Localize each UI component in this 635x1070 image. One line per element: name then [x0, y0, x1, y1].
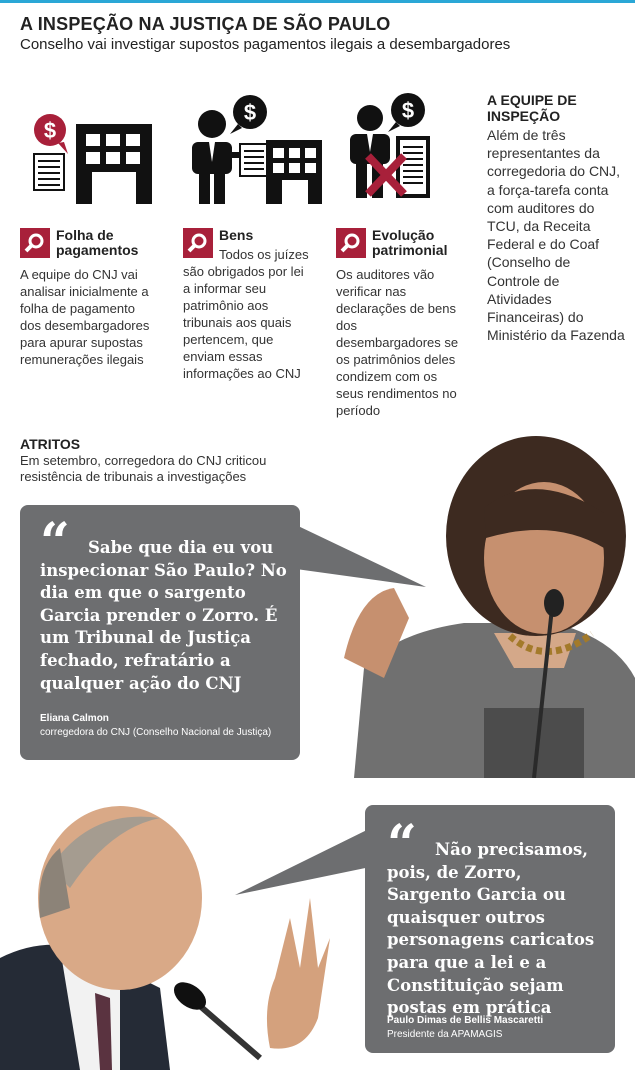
- page-title: A INSPEÇÃO NA JUSTIÇA DE SÃO PAULO: [20, 14, 391, 34]
- person-money-document-cross-icon: [344, 90, 444, 205]
- column-title-evolucao: Evolução patrimonial: [372, 227, 448, 258]
- bubble-tail-2: [235, 820, 375, 895]
- svg-text:$: $: [401, 98, 415, 123]
- team-title: A EQUIPE DE INSPEÇÃO: [487, 92, 577, 124]
- person-money-building-icon: [186, 92, 326, 204]
- team-text: Além de três representantes da corregedoria do CNJ, a força-tarefa conta com auditores do TCU, da Receita Federal e do Coaf (Conselho de Controle de Atividades Financeiras) do Ministério da Fazenda: [487, 127, 625, 344]
- magnifier-icon: [20, 228, 50, 258]
- column-text-folha: A equipe do CNJ vai analisar inicialmente a folha de pagamento dos desembargadores para apurar supostas remunerações ilegais: [20, 267, 150, 367]
- speaker-name-eliana: Eliana Calmon: [40, 713, 109, 724]
- atritos-title: ATRITOS: [20, 436, 81, 452]
- speaker-name-paulo: Paulo Dimas de Bellis Mascaretti: [387, 1015, 544, 1026]
- column-text-evolucao: Os auditores vão verificar nas declarações de bens dos desembargadores se os patrimônios deles condizem com os seus rendimentos no período: [336, 267, 459, 418]
- quote-text-paulo: Não precisamos, pois, de Zorro, Sargento Garcia ou quaisquer outros personagens caricatos para que a lei e a Constituição sejam postas em prática: [387, 840, 595, 1018]
- speaker-role-paulo: Presidente da APAMAGIS: [387, 1029, 503, 1040]
- column-text-bens: Todos os juízes são obrigados por lei a informar seu patrimônio aos tribunais aos quais pertencem, que enviam essas informações ao CNJ: [183, 247, 309, 381]
- quote-mark-icon: “: [387, 814, 417, 875]
- top-rule: [0, 0, 635, 3]
- speaker-role-eliana: corregedora do CNJ (Conselho Nacional de Justiça): [40, 727, 272, 738]
- quote-bubble-eliana: [20, 505, 300, 760]
- column-title-bens: Bens: [219, 227, 254, 243]
- column-head-folha: [20, 228, 142, 258]
- money-bag-building-icon: [28, 110, 158, 205]
- magnifier-icon: [336, 228, 366, 258]
- bubble-tail-1: [296, 525, 426, 595]
- column-title-folha: Folha de pagamentos: [56, 227, 139, 258]
- photo-eliana-calmon: [314, 418, 635, 778]
- atritos-text: Em setembro, corregedora do CNJ criticou resistência de tribunais a investigações: [20, 453, 267, 484]
- page-subtitle: Conselho vai investigar supostos pagamentos ilegais a desembargadores: [20, 36, 511, 53]
- column-head-evolucao: [336, 228, 462, 258]
- quote-mark-icon: “: [40, 512, 70, 573]
- svg-text:$: $: [43, 118, 57, 143]
- quote-bubble-paulo: [365, 805, 615, 1053]
- svg-text:$: $: [243, 100, 257, 125]
- quote-text-eliana: Sabe que dia eu vou inspecionar São Paulo? No dia em que o sargento Garcia prender o Zorro. É um Tribunal de Justiça fechado, refratário a qualquer ação do CNJ: [40, 538, 287, 693]
